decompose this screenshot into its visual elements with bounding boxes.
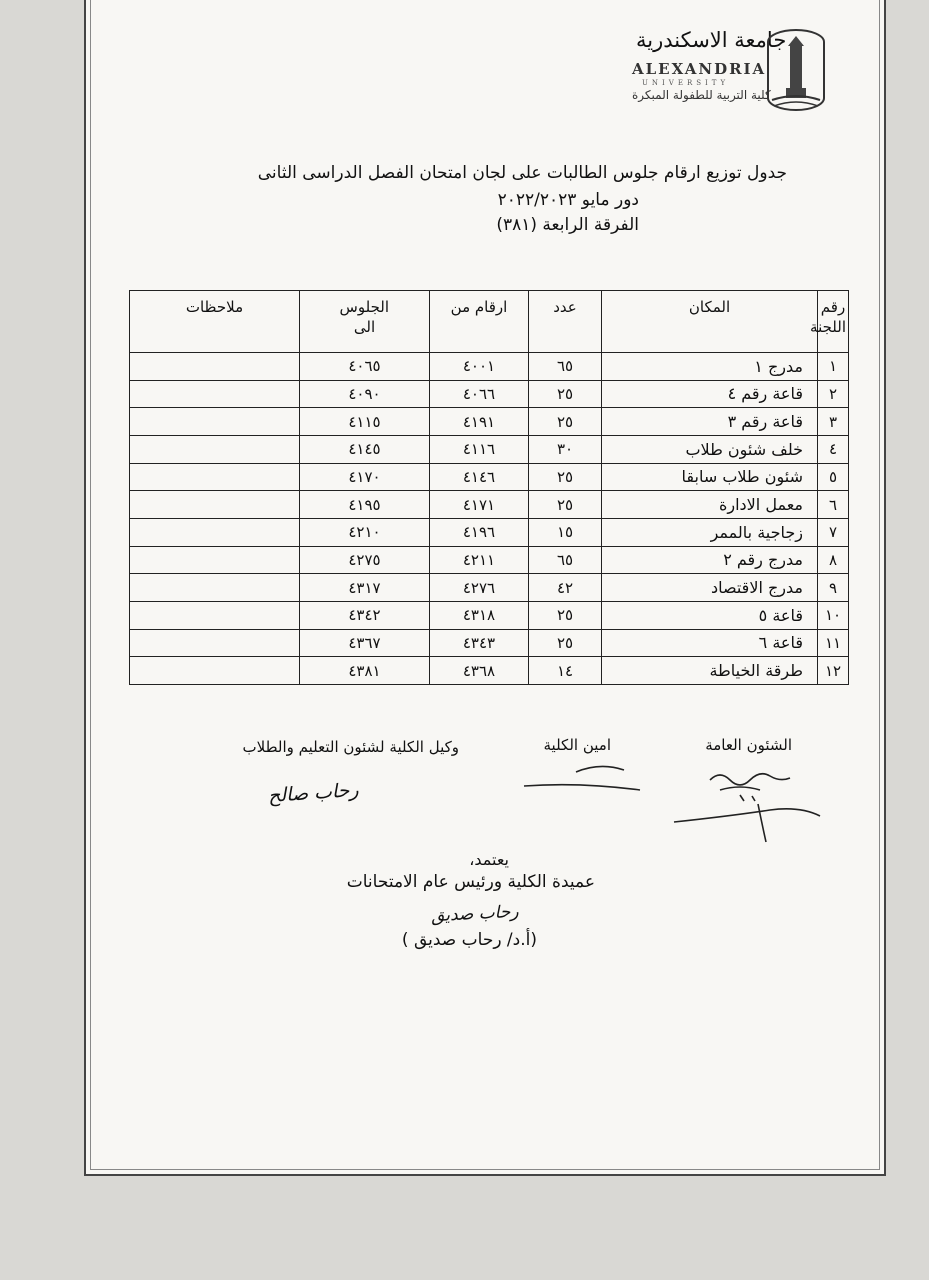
cell-seat-to: ٤٣٤٢ xyxy=(300,601,430,629)
header-count: عدد xyxy=(529,291,602,353)
cell-count: ٣٠ xyxy=(529,435,602,463)
cell-count: ٢٥ xyxy=(529,380,602,408)
cell-place: قاعة رقم ٤ xyxy=(602,380,818,408)
vice-dean-label: وكيل الكلية لشئون التعليم والطلاب xyxy=(242,738,459,756)
cell-count: ٢٥ xyxy=(529,491,602,519)
cell-seat-from: ٤١١٦ xyxy=(430,435,529,463)
cell-count: ١٤ xyxy=(529,657,602,685)
table-row xyxy=(130,408,849,436)
cell-seat-to: ٤٠٩٠ xyxy=(300,380,430,408)
approval-label: يعتمد، xyxy=(469,850,509,869)
cell-place: مدرج ١ xyxy=(602,353,818,381)
table-row xyxy=(130,601,849,629)
table-row xyxy=(130,380,849,408)
table-row xyxy=(130,546,849,574)
cell-seat-from: ٤١٤٦ xyxy=(430,463,529,491)
cell-committee-no: ١ xyxy=(818,353,849,381)
cell-count: ٢٥ xyxy=(529,601,602,629)
cell-place: زجاجية بالممر xyxy=(602,518,818,546)
table-row xyxy=(130,435,849,463)
cell-seat-to: ٤٠٦٥ xyxy=(300,353,430,381)
college-secretary-signature-icon xyxy=(520,760,650,800)
logo-english-subtitle: UNIVERSITY xyxy=(642,79,730,87)
cell-seat-from: ٤١٧١ xyxy=(430,491,529,519)
table-row xyxy=(130,518,849,546)
header-seat-to: الجلوس الى xyxy=(300,291,430,353)
table-header-row xyxy=(130,291,849,353)
cell-count: ٢٥ xyxy=(529,629,602,657)
header-seat-from: ارقام من xyxy=(430,291,529,353)
cell-count: ٦٥ xyxy=(529,546,602,574)
cell-notes xyxy=(130,380,300,408)
cell-notes xyxy=(130,435,300,463)
cell-seat-to: ٤٣٦٧ xyxy=(300,629,430,657)
cell-seat-to: ٤١٤٥ xyxy=(300,435,430,463)
seating-distribution-table xyxy=(129,290,849,685)
cell-count: ٢٥ xyxy=(529,408,602,436)
cell-seat-from: ٤٣١٨ xyxy=(430,601,529,629)
cell-notes xyxy=(130,353,300,381)
cell-seat-to: ٤٣١٧ xyxy=(300,574,430,602)
cell-seat-to: ٤٣٨١ xyxy=(300,657,430,685)
cell-place: خلف شئون طلاب xyxy=(602,435,818,463)
cell-committee-no: ١٠ xyxy=(818,601,849,629)
dean-title: عميدة الكلية ورئيس عام الامتحانات xyxy=(346,872,595,892)
cell-notes xyxy=(130,574,300,602)
dean-name: (أ.د/ رحاب صديق ) xyxy=(401,930,537,950)
cell-seat-to: ٤٢١٠ xyxy=(300,518,430,546)
cell-notes xyxy=(130,546,300,574)
cell-seat-to: ٤٢٧٥ xyxy=(300,546,430,574)
cell-place: شئون طلاب سابقا xyxy=(602,463,818,491)
cell-seat-from: ٤٣٦٨ xyxy=(430,657,529,685)
cell-committee-no: ٨ xyxy=(818,546,849,574)
dean-signature: رحاب صديق xyxy=(430,901,520,927)
cell-committee-no: ١١ xyxy=(818,629,849,657)
logo-arabic-name: جامعة الاسكندرية xyxy=(636,28,787,52)
cell-seat-from: ٤١٩١ xyxy=(430,408,529,436)
table-row xyxy=(130,574,849,602)
table-row xyxy=(130,463,849,491)
table-row xyxy=(130,491,849,519)
grade-subtitle: الفرقة الرابعة (٣٨١) xyxy=(496,215,639,235)
university-logo xyxy=(628,28,828,114)
cell-committee-no: ١٢ xyxy=(818,657,849,685)
cell-seat-from: ٤٠٦٦ xyxy=(430,380,529,408)
logo-english-name: ALEXANDRIA xyxy=(632,60,767,78)
cell-count: ٤٢ xyxy=(529,574,602,602)
cell-place: قاعة ٥ xyxy=(602,601,818,629)
cell-notes xyxy=(130,491,300,519)
cell-count: ٦٥ xyxy=(529,353,602,381)
document-title: جدول توزيع ارقام جلوس الطالبات على لجان امتحان الفصل الدراسى الثانى xyxy=(257,163,787,183)
lighthouse-emblem-icon xyxy=(766,28,826,112)
vice-dean-signature: رحاب صالح xyxy=(267,778,360,808)
cell-seat-from: ٤١٩٦ xyxy=(430,518,529,546)
cell-notes xyxy=(130,601,300,629)
table-row xyxy=(130,657,849,685)
cell-seat-from: ٤٢١١ xyxy=(430,546,529,574)
cell-notes xyxy=(130,408,300,436)
college-secretary-label: امين الكلية xyxy=(543,736,611,754)
cell-count: ٢٥ xyxy=(529,463,602,491)
cell-committee-no: ٩ xyxy=(818,574,849,602)
cell-committee-no: ٥ xyxy=(818,463,849,491)
cell-seat-to: ٤١١٥ xyxy=(300,408,430,436)
cell-notes xyxy=(130,629,300,657)
general-affairs-signature-icon xyxy=(670,760,830,850)
header-place: المكان xyxy=(602,291,818,353)
cell-committee-no: ٤ xyxy=(818,435,849,463)
logo-faculty-name: كلية التربية للطفولة المبكرة xyxy=(632,88,771,102)
cell-notes xyxy=(130,657,300,685)
cell-notes xyxy=(130,518,300,546)
cell-seat-from: ٤٠٠١ xyxy=(430,353,529,381)
cell-count: ١٥ xyxy=(529,518,602,546)
cell-place: معمل الادارة xyxy=(602,491,818,519)
header-committee-no: رقم اللجنة xyxy=(818,291,849,353)
cell-notes xyxy=(130,463,300,491)
cell-seat-from: ٤٢٧٦ xyxy=(430,574,529,602)
cell-seat-to: ٤١٧٠ xyxy=(300,463,430,491)
table-row xyxy=(130,353,849,381)
cell-place: قاعة ٦ xyxy=(602,629,818,657)
cell-committee-no: ٢ xyxy=(818,380,849,408)
cell-place: قاعة رقم ٣ xyxy=(602,408,818,436)
cell-committee-no: ٧ xyxy=(818,518,849,546)
session-subtitle: دور مايو ٢٠٢٢/٢٠٢٣ xyxy=(497,190,639,210)
cell-seat-to: ٤١٩٥ xyxy=(300,491,430,519)
cell-seat-from: ٤٣٤٣ xyxy=(430,629,529,657)
table-row xyxy=(130,629,849,657)
cell-place: مدرج رقم ٢ xyxy=(602,546,818,574)
header-notes: ملاحظات xyxy=(130,291,300,353)
cell-committee-no: ٦ xyxy=(818,491,849,519)
cell-place: طرقة الخياطة xyxy=(602,657,818,685)
general-affairs-label: الشئون العامة xyxy=(705,736,792,754)
cell-committee-no: ٣ xyxy=(818,408,849,436)
cell-place: مدرج الاقتصاد xyxy=(602,574,818,602)
